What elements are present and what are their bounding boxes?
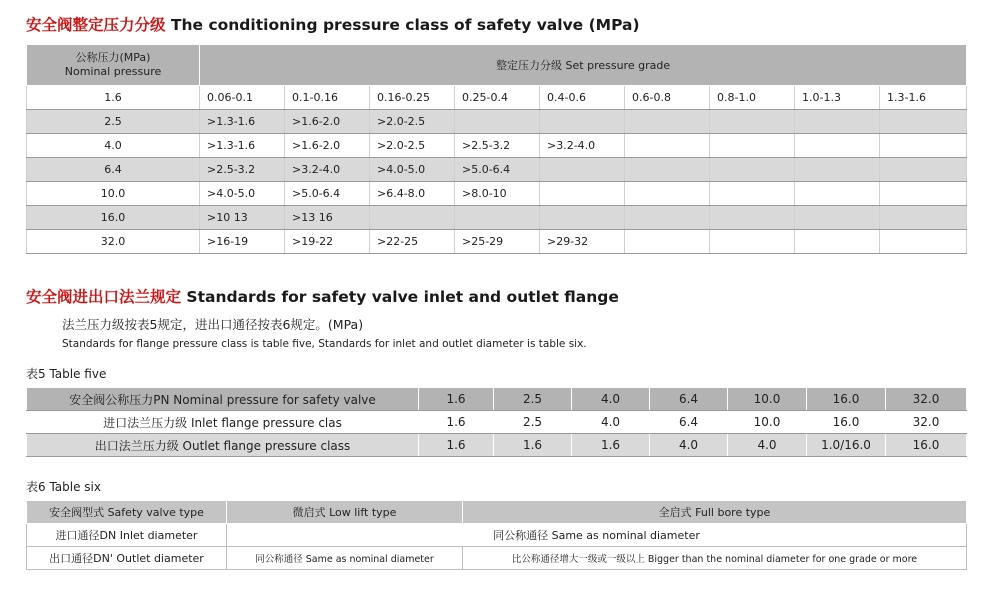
- nominal-pressure-header-en: Nominal pressure: [64, 65, 162, 78]
- nominal-cell: 2.5: [27, 110, 200, 134]
- value-cell: 4.0: [572, 411, 650, 434]
- grade-cell: [540, 110, 625, 134]
- table-row: [27, 134, 967, 158]
- grade-cell: 0.6-0.8: [625, 86, 710, 110]
- inlet-value: 同公称通径 Same as nominal diameter: [227, 524, 967, 547]
- grade-cell: [710, 158, 795, 182]
- grade-cell: [880, 110, 967, 134]
- grade-cell: [880, 182, 967, 206]
- grade-cell: >25-29: [455, 230, 540, 254]
- grade-cell: [710, 206, 795, 230]
- set-pressure-grade-header: 整定压力分级 Set pressure grade: [200, 45, 967, 86]
- row-label: 安全阀公称压力PN Nominal pressure for safety valve: [27, 388, 419, 411]
- grade-cell: [625, 206, 710, 230]
- value-cell: 32.0: [886, 388, 967, 411]
- grade-cell: [795, 182, 880, 206]
- table-row: [27, 158, 967, 182]
- grade-cell: >5.0-6.4: [285, 182, 370, 206]
- table6-caption: 表6 Table six: [26, 480, 101, 494]
- grade-cell: >3.2-4.0: [540, 134, 625, 158]
- table-six: [26, 500, 967, 570]
- value-cell: 6.4: [650, 388, 728, 411]
- table-row: [27, 434, 967, 457]
- flange-note-en: Standards for flange pressure class is table five, Standards for inlet and outlet diameter is table six.: [62, 338, 587, 350]
- value-cell: 16.0: [807, 411, 886, 434]
- grade-cell: >1.6-2.0: [285, 134, 370, 158]
- value-cell: 16.0: [807, 388, 886, 411]
- grade-cell: >1.3-1.6: [200, 110, 285, 134]
- row-label: 出口法兰压力级 Outlet flange pressure class: [27, 434, 419, 457]
- value-cell: 1.6: [494, 434, 572, 457]
- grade-cell: [795, 158, 880, 182]
- grade-cell: >1.6-2.0: [285, 110, 370, 134]
- grade-cell: [455, 206, 540, 230]
- value-cell: 4.0: [572, 388, 650, 411]
- grade-cell: >16-19: [200, 230, 285, 254]
- valve-type-header: 安全阀型式 Safety valve type: [27, 501, 227, 524]
- value-cell: 32.0: [886, 411, 967, 434]
- value-cell: 10.0: [728, 411, 807, 434]
- grade-cell: [795, 134, 880, 158]
- grade-cell: >5.0-6.4: [455, 158, 540, 182]
- grade-cell: [540, 182, 625, 206]
- inlet-label: 进口通径DN Inlet diameter: [27, 524, 227, 547]
- grade-cell: >6.4-8.0: [370, 182, 455, 206]
- outlet-label: 出口通径DN' Outlet diameter: [27, 547, 227, 570]
- value-cell: 1.6: [419, 388, 494, 411]
- nominal-cell: 6.4: [27, 158, 200, 182]
- table-row: [27, 524, 967, 547]
- table-row: [27, 388, 967, 411]
- nominal-cell: 1.6: [27, 86, 200, 110]
- full-bore-header: 全启式 Full bore type: [463, 501, 967, 524]
- grade-cell: 1.0-1.3: [795, 86, 880, 110]
- grade-cell: [795, 206, 880, 230]
- nominal-cell: 10.0: [27, 182, 200, 206]
- grade-cell: [710, 110, 795, 134]
- low-lift-header: 微启式 Low lift type: [227, 501, 463, 524]
- grade-cell: >13 16: [285, 206, 370, 230]
- value-cell: 10.0: [728, 388, 807, 411]
- nominal-cell: 16.0: [27, 206, 200, 230]
- value-cell: 1.0/16.0: [807, 434, 886, 457]
- grade-cell: 0.4-0.6: [540, 86, 625, 110]
- grade-cell: >4.0-5.0: [370, 158, 455, 182]
- grade-cell: [625, 158, 710, 182]
- grade-cell: >10 13: [200, 206, 285, 230]
- value-cell: 4.0: [650, 434, 728, 457]
- table-row: [27, 110, 967, 134]
- grade-cell: >2.0-2.5: [370, 134, 455, 158]
- outlet-low-lift-value: 同公称通径 Same as nominal diameter: [227, 547, 463, 570]
- section2-title-cn: 安全阀进出口法兰规定: [26, 288, 182, 306]
- grade-cell: [795, 230, 880, 254]
- table-five: [26, 387, 967, 457]
- grade-cell: [880, 230, 967, 254]
- grade-cell: 1.3-1.6: [880, 86, 967, 110]
- set-pressure-table: [26, 44, 967, 254]
- grade-cell: [370, 206, 455, 230]
- grade-cell: [540, 158, 625, 182]
- value-cell: 1.6: [572, 434, 650, 457]
- grade-cell: [795, 110, 880, 134]
- grade-cell: >8.0-10: [455, 182, 540, 206]
- value-cell: 2.5: [494, 388, 572, 411]
- nominal-cell: 32.0: [27, 230, 200, 254]
- value-cell: 16.0: [886, 434, 967, 457]
- grade-cell: [710, 230, 795, 254]
- table-row: [27, 547, 967, 570]
- grade-cell: [625, 230, 710, 254]
- table-row: [27, 411, 967, 434]
- grade-cell: >4.0-5.0: [200, 182, 285, 206]
- grade-cell: >3.2-4.0: [285, 158, 370, 182]
- table-row: [27, 501, 967, 524]
- section1-title-en: The conditioning pressure class of safety valve (MPa): [170, 16, 640, 34]
- grade-cell: [625, 182, 710, 206]
- nominal-cell: 4.0: [27, 134, 200, 158]
- nominal-pressure-header-cn: 公称压力(MPa): [75, 51, 151, 64]
- section2-title-en: Standards for safety valve inlet and outlet flange: [186, 288, 619, 306]
- grade-cell: >2.5-3.2: [200, 158, 285, 182]
- grade-cell: [880, 206, 967, 230]
- grade-cell: [540, 206, 625, 230]
- table-row: [27, 182, 967, 206]
- nominal-pressure-header: [27, 45, 200, 86]
- row-label: 进口法兰压力级 Inlet flange pressure clas: [27, 411, 419, 434]
- grade-cell: >19-22: [285, 230, 370, 254]
- section1-title: [26, 13, 640, 35]
- value-cell: 1.6: [419, 411, 494, 434]
- grade-cell: [625, 110, 710, 134]
- flange-note-cn: 法兰压力级按表5规定，进出口通径按表6规定。(MPa): [62, 317, 364, 332]
- grade-cell: >29-32: [540, 230, 625, 254]
- grade-cell: >1.3-1.6: [200, 134, 285, 158]
- grade-cell: 0.06-0.1: [200, 86, 285, 110]
- grade-cell: 0.25-0.4: [455, 86, 540, 110]
- grade-cell: >2.5-3.2: [455, 134, 540, 158]
- table-row: [27, 230, 967, 254]
- value-cell: 2.5: [494, 411, 572, 434]
- value-cell: 4.0: [728, 434, 807, 457]
- grade-cell: [880, 134, 967, 158]
- grade-cell: [625, 134, 710, 158]
- grade-cell: >22-25: [370, 230, 455, 254]
- grade-cell: 0.16-0.25: [370, 86, 455, 110]
- grade-cell: [710, 134, 795, 158]
- table5-caption: 表5 Table five: [26, 367, 107, 381]
- section1-title-cn: 安全阀整定压力分级: [26, 16, 166, 34]
- value-cell: 6.4: [650, 411, 728, 434]
- grade-cell: 0.8-1.0: [710, 86, 795, 110]
- grade-cell: [455, 110, 540, 134]
- grade-cell: >2.0-2.5: [370, 110, 455, 134]
- value-cell: 1.6: [419, 434, 494, 457]
- outlet-full-bore-value: 比公称通径增大一级或一级以上 Bigger than the nominal diameter for one grade or more: [463, 547, 967, 570]
- table-row: [27, 86, 967, 110]
- grade-cell: [710, 182, 795, 206]
- grade-cell: [880, 158, 967, 182]
- section2-title: [26, 285, 619, 307]
- grade-cell: 0.1-0.16: [285, 86, 370, 110]
- table-row: [27, 206, 967, 230]
